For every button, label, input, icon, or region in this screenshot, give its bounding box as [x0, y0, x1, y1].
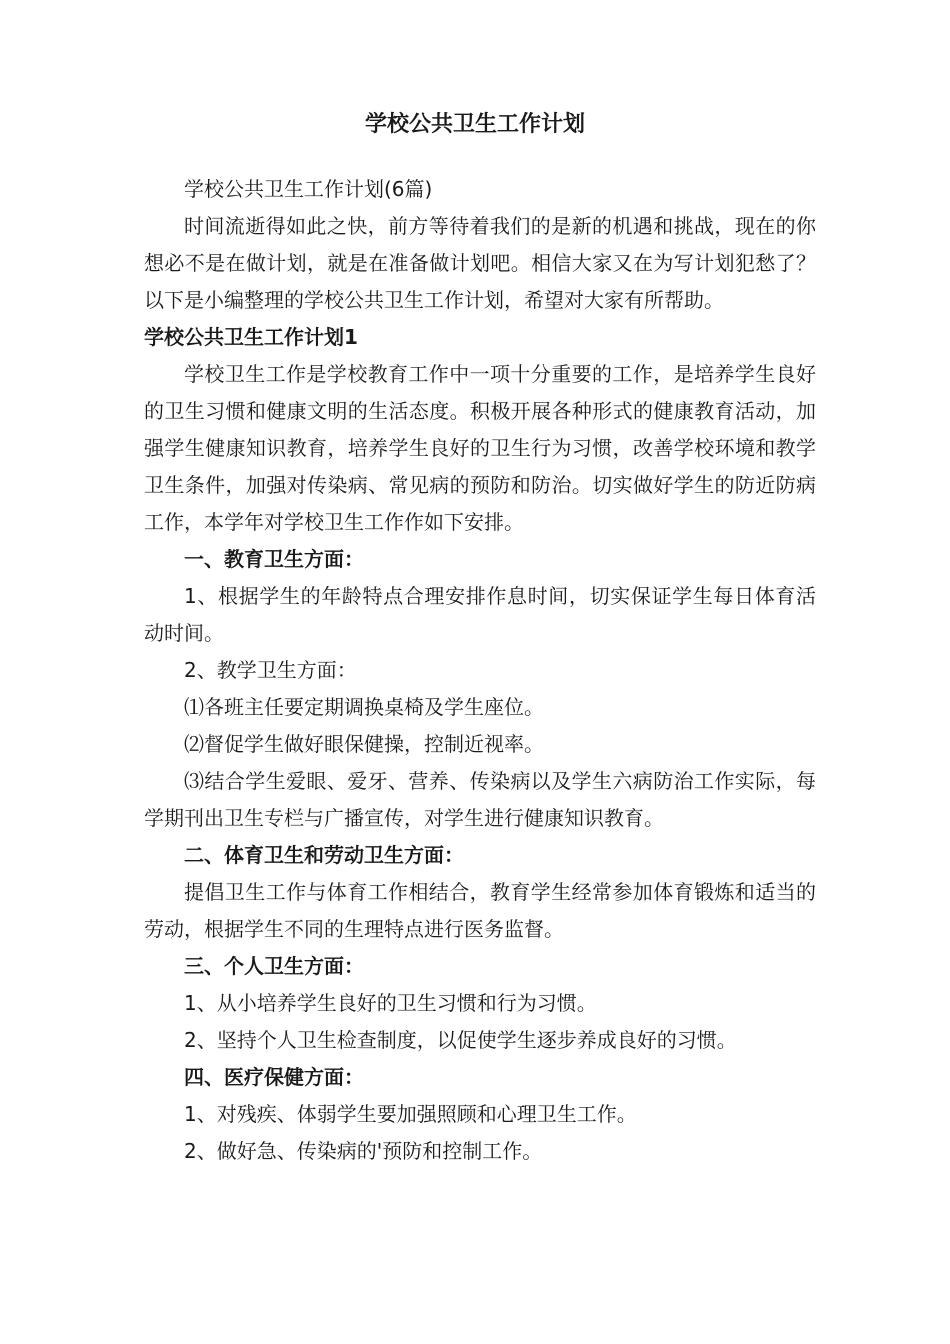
heading-personal-hygiene: 三、个人卫生方面： — [184, 954, 364, 978]
list-item: ⑵督促学生做好眼保健操，控制近视率。 — [184, 732, 544, 756]
list-item: 2、教学卫生方面： — [184, 658, 357, 682]
list-item: 1、从小培养学生良好的卫生习惯和行为习惯。 — [184, 991, 597, 1015]
list-item: 1、对残疾、体弱学生要加强照顾和心理卫生工作。 — [184, 1102, 637, 1126]
document-body — [144, 171, 816, 1170]
list-item: ⑴各班主任要定期调换桌椅及学生座位。 — [184, 695, 544, 719]
document-title: 学校公共卫生工作计划 — [364, 112, 585, 137]
list-item: ⑶结合学生爱眼、爱牙、营养、传染病以及学生六病防治工作实际，每学期刊出卫生专栏与广播宣传，对学生进行健康知识教育。 — [144, 769, 816, 830]
list-item: 提倡卫生工作与体育工作相结合，教育学生经常参加体育锻炼和适当的劳动，根据学生不同的生理特点进行医务监督。 — [144, 880, 816, 941]
heading-sports-labor-hygiene: 二、体育卫生和劳动卫生方面： — [184, 843, 464, 867]
subtitle-paragraph: 学校公共卫生工作计划(6篇) — [184, 177, 433, 201]
heading-medical-care: 四、医疗保健方面： — [184, 1065, 364, 1089]
list-item: 2、做好急、传染病的'预防和控制工作。 — [184, 1139, 543, 1163]
section-heading-plan-1: 学校公共卫生工作计划1 — [144, 325, 358, 349]
intro-paragraph: 时间流逝得如此之快，前方等待着我们的是新的机遇和挑战，现在的你想必不是在做计划，就是在准备做计划吧。相信大家又在为写计划犯愁了？以下是小编整理的学校公共卫生工作计划，希望对大家有所帮助。 — [144, 214, 816, 312]
plan-1-intro-paragraph: 学校卫生工作是学校教育工作中一项十分重要的工作，是培养学生良好的卫生习惯和健康文明的生活态度。积极开展各种形式的健康教育活动，加强学生健康知识教育，培养学生良好的卫生行为习惯，改善学校环境和教学卫生条件，加强对传染病、常见病的预防和防治。切实做好学生的防近防病工作，本学年对学校卫生工作作如下安排。 — [144, 362, 816, 534]
heading-education-hygiene: 一、教育卫生方面： — [184, 547, 364, 571]
list-item: 2、坚持个人卫生检查制度，以促使学生逐步养成良好的习惯。 — [184, 1028, 737, 1052]
list-item: 1、根据学生的年龄特点合理安排作息时间，切实保证学生每日体育活动时间。 — [144, 584, 816, 645]
